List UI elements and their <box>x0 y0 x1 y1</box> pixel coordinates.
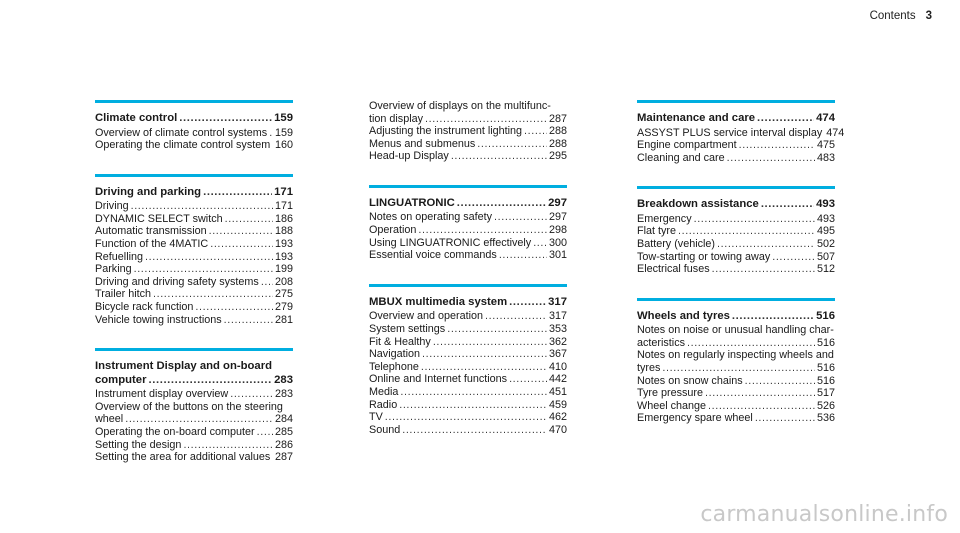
toc-entry[interactable] <box>637 152 835 165</box>
entry-title: System settings <box>369 322 446 335</box>
entry-page-number: 160 <box>274 139 293 152</box>
section-rule <box>637 100 835 103</box>
dot-leader <box>433 336 547 349</box>
entry-title: Driving <box>95 200 129 213</box>
toc-entry[interactable] <box>95 127 293 140</box>
dot-leader <box>524 125 547 138</box>
section-rule <box>369 284 567 287</box>
entry-page-number: 353 <box>548 322 567 335</box>
entry-title: Battery (vehicle) <box>637 237 716 250</box>
entry-page-number: 285 <box>274 425 293 438</box>
toc-entry[interactable] <box>637 251 835 264</box>
toc-section <box>95 348 293 464</box>
entry-title: Setting the area for additional values <box>95 451 271 464</box>
toc-entry-line[interactable]: Overview of displays on the multifunc- <box>369 100 551 112</box>
entry-page-number: 516 <box>816 362 835 375</box>
dot-leader <box>148 374 272 388</box>
entry-page-number: 275 <box>274 288 293 301</box>
toc-entry[interactable] <box>369 424 567 437</box>
entry-page-number: 283 <box>274 388 293 401</box>
toc-entry[interactable] <box>95 263 293 276</box>
section-page-number: 317 <box>548 295 567 308</box>
dot-leader <box>745 375 815 388</box>
entry-title: Notes on snow chains <box>637 374 743 387</box>
section-page-number: 516 <box>816 309 835 322</box>
entry-page-number: 470 <box>548 423 567 436</box>
entry-page-number: 451 <box>548 385 567 398</box>
entry-title: Emergency <box>637 212 692 225</box>
entry-page-number: 300 <box>548 236 567 249</box>
entry-page-number: 536 <box>816 412 835 425</box>
entry-page-number: 295 <box>548 150 567 163</box>
dot-leader <box>402 424 547 437</box>
toc-section <box>369 185 567 262</box>
entry-page-number: 279 <box>274 300 293 313</box>
entry-title: Instrument display overview <box>95 388 229 401</box>
page-header <box>870 10 932 22</box>
entry-page-number: 410 <box>548 360 567 373</box>
header-title: Contents <box>869 10 916 22</box>
entry-page-number: 298 <box>548 224 567 237</box>
toc-entry[interactable] <box>637 412 835 425</box>
section-page-number: 171 <box>274 185 293 198</box>
entry-page-number: 193 <box>274 237 293 250</box>
toc-entry[interactable] <box>369 373 567 386</box>
section-rule <box>95 348 293 351</box>
toc-entry-line[interactable]: Overview of the buttons on the steering <box>95 400 283 413</box>
toc-section <box>369 100 567 163</box>
dot-leader <box>421 361 547 374</box>
entry-page-number: 281 <box>274 313 293 326</box>
dot-leader <box>772 251 815 264</box>
section-rule <box>95 100 293 103</box>
section-page-number: 474 <box>816 112 835 124</box>
entry-title: Overview of climate control systems <box>95 126 268 139</box>
toc-column-2 <box>369 100 567 458</box>
dot-leader <box>457 197 546 211</box>
entry-title: Navigation <box>369 348 421 361</box>
dot-leader <box>425 113 547 126</box>
toc-entry-line[interactable]: Notes on regularly inspecting wheels and <box>637 349 834 362</box>
entry-page-number: 288 <box>548 125 567 138</box>
dot-leader <box>757 112 814 126</box>
section-page-number: 297 <box>548 196 567 209</box>
entry-title: tion display <box>369 112 424 125</box>
toc-entry-line[interactable]: Notes on noise or unusual handling char- <box>637 324 834 337</box>
dot-leader <box>269 127 273 140</box>
toc-entry[interactable] <box>637 225 835 238</box>
toc-entry[interactable] <box>637 213 835 226</box>
entry-page-number: 186 <box>274 212 293 225</box>
toc-entry[interactable] <box>95 238 293 251</box>
toc-entry[interactable] <box>95 314 293 327</box>
dot-leader <box>761 198 814 212</box>
dot-leader <box>755 412 815 425</box>
toc-entry[interactable] <box>637 139 835 152</box>
section-title: Driving and parking <box>95 185 202 198</box>
entry-title: acteristics <box>637 336 685 349</box>
dot-leader <box>209 225 273 238</box>
toc-entry[interactable] <box>95 139 293 152</box>
section-page-number: 493 <box>816 198 835 211</box>
toc-entry[interactable] <box>637 126 845 140</box>
entry-title: Function of the 4MATIC <box>95 237 209 250</box>
entry-page-number: 188 <box>274 225 293 238</box>
toc-section-heading[interactable] <box>637 112 835 126</box>
toc-section-heading[interactable] <box>95 112 293 126</box>
entry-title: Overview and operation <box>369 310 484 323</box>
entry-title: Emergency spare wheel <box>637 412 753 425</box>
entry-page-number: 286 <box>274 438 293 451</box>
dot-leader <box>272 139 273 152</box>
dot-leader <box>705 387 815 400</box>
section-title: Maintenance and care <box>637 112 756 124</box>
entry-title: Operating the climate control system <box>95 139 271 152</box>
entry-page-number: 284 <box>274 413 293 426</box>
toc-entry[interactable] <box>369 323 567 336</box>
toc-entry[interactable] <box>95 388 293 401</box>
toc-entry[interactable] <box>369 237 567 250</box>
entry-title: Tyre pressure <box>637 387 704 400</box>
entry-page-number: 516 <box>816 336 835 349</box>
toc-entry[interactable] <box>637 362 835 375</box>
dot-leader <box>261 276 273 289</box>
toc-column-3 <box>637 100 845 447</box>
toc-section <box>637 298 835 425</box>
entry-page-number: 301 <box>548 249 567 262</box>
dot-leader <box>477 138 547 151</box>
entry-page-number: 442 <box>548 373 567 386</box>
toc-entry[interactable] <box>95 451 293 464</box>
dot-leader <box>739 139 815 152</box>
entry-page-number: 193 <box>274 250 293 263</box>
entry-page-number: 287 <box>548 112 567 125</box>
toc-entry[interactable] <box>95 301 293 314</box>
entry-page-number: 517 <box>816 387 835 400</box>
dot-leader <box>509 296 546 310</box>
entry-title: Fit & Healthy <box>369 335 431 348</box>
toc-entry[interactable] <box>637 238 835 251</box>
entry-title: Engine compartment <box>637 139 737 152</box>
toc-entry[interactable] <box>369 113 567 126</box>
section-title: computer <box>95 373 147 386</box>
section-title: MBUX multimedia system <box>369 295 508 308</box>
section-rule <box>637 186 835 189</box>
toc-section <box>369 284 567 436</box>
toc-entry[interactable] <box>95 288 293 301</box>
toc-entry[interactable] <box>637 375 835 388</box>
dot-leader <box>225 213 273 226</box>
dot-leader <box>224 314 273 327</box>
entry-title: Automatic transmission <box>95 225 207 238</box>
entry-title: Vehicle towing instructions <box>95 313 222 326</box>
toc-entry[interactable] <box>369 211 567 224</box>
section-rule <box>637 298 835 301</box>
entry-title: Flat tyre <box>637 225 676 238</box>
section-rule <box>95 174 293 177</box>
toc-section-heading[interactable] <box>95 186 293 200</box>
dot-leader <box>533 237 547 250</box>
entry-title: TV <box>369 411 383 424</box>
toc-entry[interactable] <box>369 150 567 163</box>
toc-section-heading[interactable] <box>637 198 835 212</box>
toc-section <box>95 100 293 152</box>
toc-section-heading[interactable] <box>95 374 293 388</box>
entry-title: Cleaning and care <box>637 151 725 164</box>
entry-page-number: 483 <box>816 151 835 164</box>
watermark: carmanualsonline.info <box>700 502 948 527</box>
entry-page-number: 516 <box>816 374 835 387</box>
dot-leader <box>678 225 815 238</box>
toc-section <box>637 186 835 275</box>
dot-leader <box>257 426 273 439</box>
dot-leader <box>447 323 547 336</box>
dot-leader <box>230 388 273 401</box>
section-title: LINGUATRONIC <box>369 196 455 209</box>
toc-section-heading[interactable] <box>637 310 835 324</box>
entry-title: Bicycle rack function <box>95 300 194 313</box>
entry-title: Operating the on-board computer <box>95 425 255 438</box>
toc-entry[interactable] <box>369 125 567 138</box>
toc-entry[interactable] <box>369 386 567 399</box>
entry-page-number: 171 <box>274 200 293 213</box>
dot-leader <box>418 224 547 237</box>
dot-leader <box>272 451 273 464</box>
entry-page-number: 199 <box>274 263 293 276</box>
entry-page-number: 297 <box>548 211 567 224</box>
dot-leader <box>399 399 547 412</box>
dot-leader <box>134 263 273 276</box>
entry-title: Essential voice commands <box>369 249 497 262</box>
entry-page-number: 159 <box>274 126 293 139</box>
entry-title: ASSYST PLUS service interval display <box>637 126 823 139</box>
dot-leader <box>727 152 815 165</box>
entry-page-number: 362 <box>548 335 567 348</box>
section-title-line[interactable]: Instrument Display and on-board <box>95 360 272 373</box>
entry-title: Menus and submenus <box>369 137 476 150</box>
section-title: Breakdown assistance <box>637 198 759 211</box>
toc-entry[interactable] <box>637 387 835 400</box>
entry-title: Electrical fuses <box>637 263 710 276</box>
dot-leader <box>195 301 273 314</box>
entry-page-number: 208 <box>274 275 293 288</box>
dot-leader <box>712 263 815 276</box>
section-rule <box>369 185 567 188</box>
toc-entry[interactable] <box>95 200 293 213</box>
toc-section <box>95 174 293 326</box>
entry-title: tyres <box>637 362 661 375</box>
entry-page-number: 495 <box>816 225 835 238</box>
dot-leader <box>210 238 273 251</box>
toc-entry[interactable] <box>369 224 567 237</box>
toc-entry[interactable] <box>95 225 293 238</box>
toc-entry[interactable] <box>369 361 567 374</box>
entry-title: Setting the design <box>95 438 182 451</box>
toc-entry[interactable] <box>95 439 293 452</box>
entry-page-number: 507 <box>816 250 835 263</box>
entry-title: Radio <box>369 398 398 411</box>
toc-entry[interactable] <box>369 138 567 151</box>
entry-title: Trailer hitch <box>95 288 151 301</box>
toc-entry[interactable] <box>637 337 835 350</box>
section-page-number: 159 <box>274 112 293 124</box>
toc-entry[interactable] <box>369 399 567 412</box>
toc-entry[interactable] <box>369 310 567 323</box>
entry-title: Parking <box>95 263 132 276</box>
entry-title: Driving and driving safety systems <box>95 275 259 288</box>
toc-entry[interactable] <box>369 249 567 262</box>
entry-page-number: 502 <box>816 237 835 250</box>
dot-leader <box>179 112 272 126</box>
dot-leader <box>125 413 273 426</box>
dot-leader <box>485 310 547 323</box>
entry-title: Tow-starting or towing away <box>637 250 771 263</box>
entry-title: Adjusting the instrument lighting <box>369 125 523 138</box>
dot-leader <box>422 348 547 361</box>
toc-section <box>637 100 845 164</box>
toc-section-heading[interactable] <box>369 296 567 310</box>
section-title: Climate control <box>95 112 178 124</box>
entry-title: Online and Internet functions <box>369 373 508 386</box>
entry-title: Sound <box>369 423 401 436</box>
entry-title: Wheel change <box>637 399 707 412</box>
toc-entry[interactable] <box>95 426 293 439</box>
toc-entry[interactable] <box>369 411 567 424</box>
dot-leader <box>153 288 273 301</box>
dot-leader <box>203 186 272 200</box>
section-page-number: 283 <box>274 373 293 386</box>
entry-page-number: 475 <box>816 139 835 152</box>
dot-leader <box>662 362 815 375</box>
toc-section-heading[interactable] <box>369 197 567 211</box>
entry-title: Refuelling <box>95 250 144 263</box>
dot-leader <box>694 213 815 226</box>
toc-entry[interactable] <box>95 251 293 264</box>
entry-page-number: 474 <box>826 126 845 139</box>
entry-title: Using LINGUATRONIC effectively <box>369 236 532 249</box>
entry-page-number: 526 <box>816 399 835 412</box>
dot-leader <box>400 386 547 399</box>
entry-page-number: 317 <box>548 310 567 323</box>
dot-leader <box>494 211 547 224</box>
toc-entry[interactable] <box>95 276 293 289</box>
toc-entry[interactable] <box>95 413 293 426</box>
dot-leader <box>732 310 814 324</box>
dot-leader <box>451 150 547 163</box>
toc-entry[interactable] <box>637 263 835 276</box>
entry-title: Head-up Display <box>369 150 449 163</box>
dot-leader <box>145 251 273 264</box>
toc-entry[interactable] <box>95 213 293 226</box>
dot-leader <box>131 200 273 213</box>
entry-page-number: 287 <box>274 451 293 464</box>
page-number: 3 <box>925 10 932 22</box>
entry-title: wheel <box>95 413 124 426</box>
toc-column-1 <box>95 100 293 486</box>
entry-title: Operation <box>369 224 417 237</box>
toc-entry[interactable] <box>369 336 567 349</box>
toc-entry[interactable] <box>637 400 835 413</box>
section-title: Wheels and tyres <box>637 309 730 322</box>
dot-leader <box>183 439 273 452</box>
entry-title: Media <box>369 385 399 398</box>
dot-leader <box>385 411 547 424</box>
entry-page-number: 462 <box>548 411 567 424</box>
entry-page-number: 367 <box>548 348 567 361</box>
entry-title: DYNAMIC SELECT switch <box>95 212 223 225</box>
entry-title: Telephone <box>369 360 419 373</box>
dot-leader <box>509 373 547 386</box>
entry-page-number: 512 <box>816 263 835 276</box>
entry-page-number: 493 <box>816 212 835 225</box>
entry-page-number: 459 <box>548 398 567 411</box>
entry-page-number: 288 <box>548 137 567 150</box>
dot-leader <box>717 238 815 251</box>
toc-entry[interactable] <box>369 348 567 361</box>
entry-title: Notes on operating safety <box>369 211 493 224</box>
dot-leader <box>499 249 547 262</box>
dot-leader <box>687 337 815 350</box>
dot-leader <box>708 400 815 413</box>
